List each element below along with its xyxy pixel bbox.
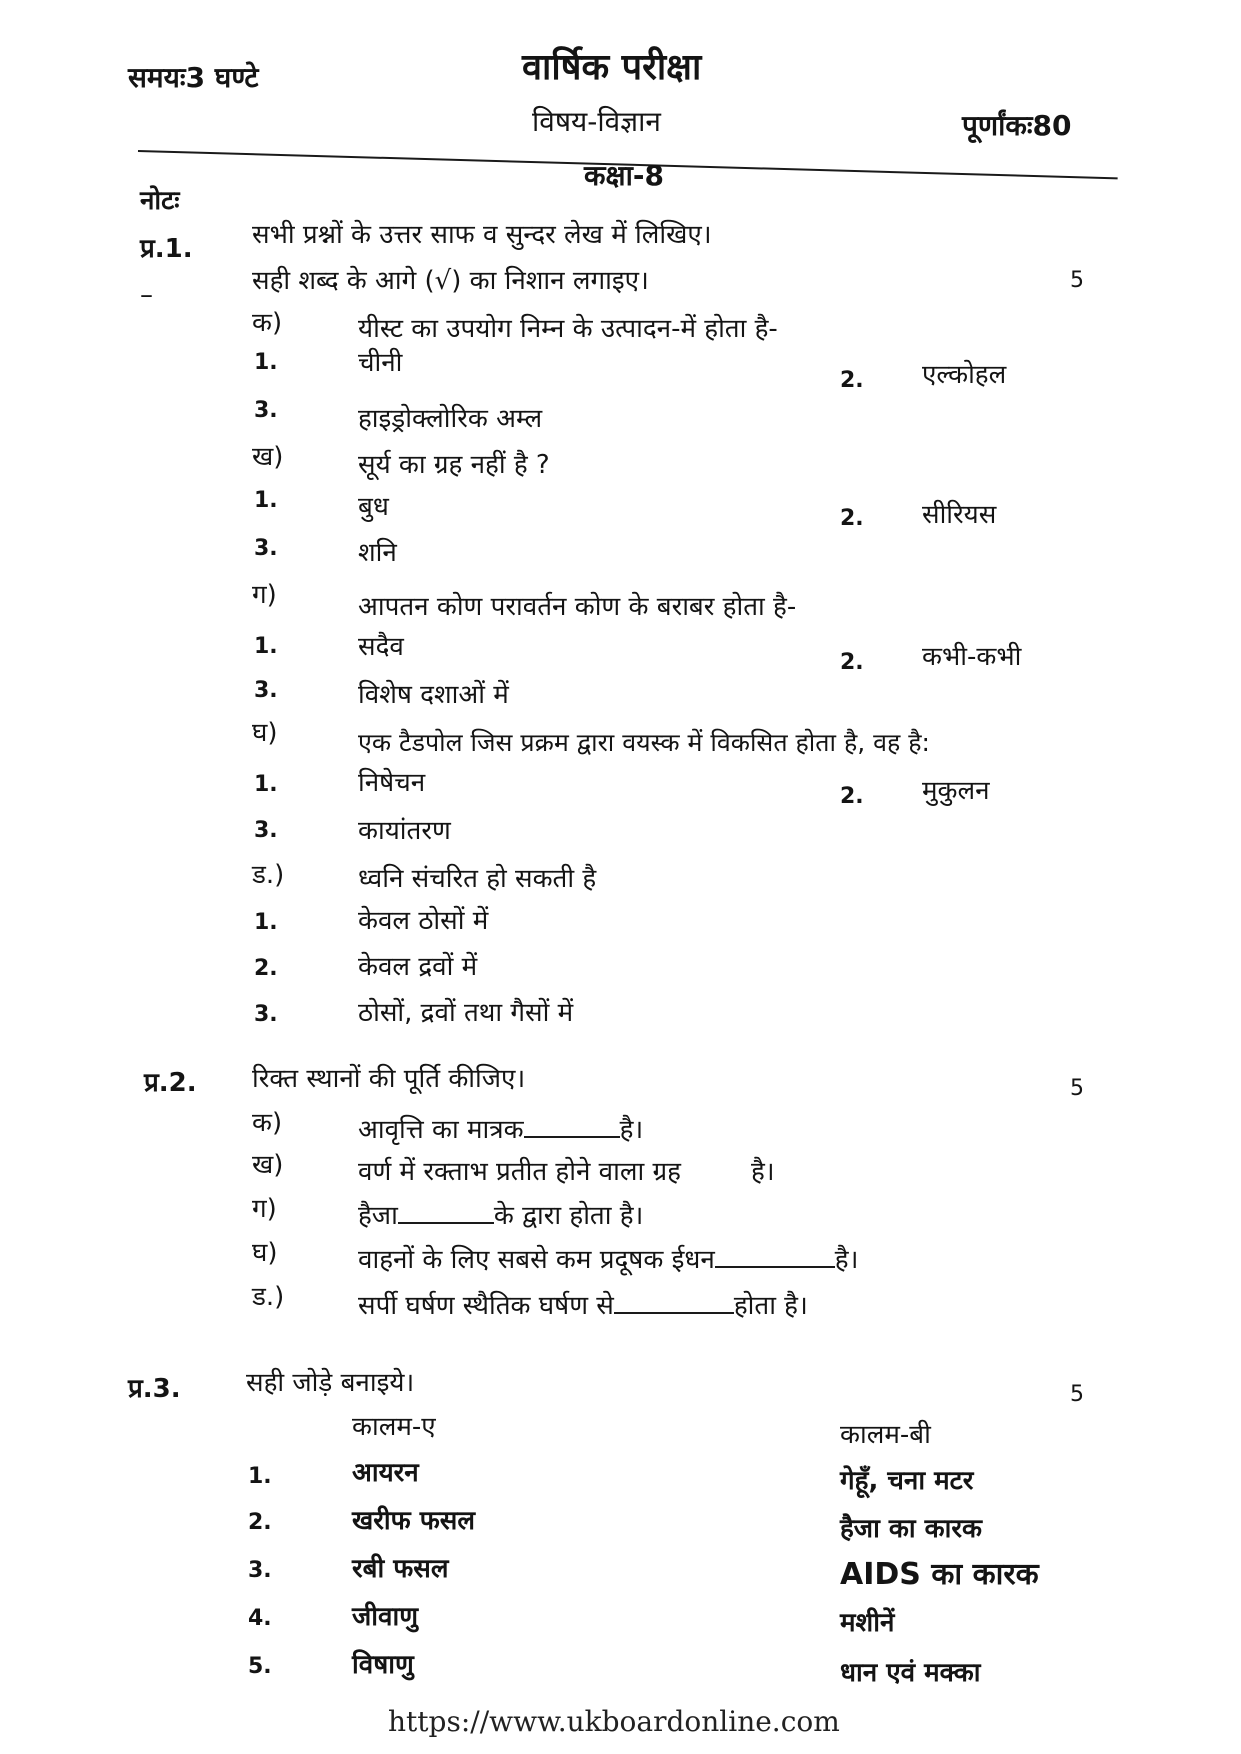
fill-blank-text: वाहनों के लिए सबसे कम प्रदूषक ईधन — [358, 1245, 715, 1275]
option-number: 3. — [254, 1002, 278, 1027]
column-a-item: जीवाणु — [352, 1602, 419, 1632]
column-b-item: गेहूँ, चना मटर — [840, 1466, 974, 1496]
fill-blank-text: सर्पी घर्षण स्थैतिक घर्षण से — [358, 1291, 614, 1321]
fill-blank-line — [358, 1244, 858, 1273]
option-text: बुध — [358, 492, 389, 522]
answer-blank[interactable] — [681, 1158, 751, 1180]
fill-blank-suffix: होता है। — [733, 1291, 808, 1321]
option-number: 3. — [254, 398, 278, 423]
sub-question-label: घ) — [252, 718, 278, 748]
option-text: मुकुलन — [922, 776, 990, 806]
option-number: 3. — [254, 818, 278, 843]
option-text: विशेष दशाओं में — [358, 680, 509, 710]
sub-question-label: ग) — [252, 580, 277, 610]
maximum-marks: पूर्णांकः80 — [962, 109, 1072, 142]
fill-blank-text: आवृत्ति का मात्रक — [358, 1115, 524, 1145]
option-number: 1. — [254, 488, 278, 513]
question-instruction: रिक्त स्थानों की पूर्ति कीजिए। — [252, 1064, 526, 1094]
fill-blank-suffix: है। — [750, 1157, 775, 1187]
fill-blank-suffix: के द्वारा होता है। — [493, 1201, 644, 1231]
answer-blank[interactable] — [524, 1114, 620, 1138]
question-marks: 5 — [1070, 1076, 1084, 1101]
question-number: प्र.2. — [144, 1068, 197, 1098]
question-marks: 5 — [1070, 1382, 1084, 1407]
sub-question-text: ध्वनि संचरित हो सकती है — [358, 864, 597, 894]
match-row-number: 1. — [248, 1464, 272, 1489]
option-number: 2. — [840, 784, 864, 809]
column-a-item: रबी फसल — [352, 1554, 449, 1584]
question-number: प्र.3. — [128, 1374, 181, 1404]
option-text: केवल द्रवों में — [358, 952, 478, 982]
column-b-item: धान एवं मक्का — [840, 1658, 981, 1688]
fill-blank-suffix: है। — [834, 1245, 859, 1275]
column-b-item: हैजा का कारक — [840, 1514, 982, 1544]
option-text: शनि — [358, 538, 397, 568]
option-number: 2. — [840, 650, 864, 675]
option-text: कायांतरण — [358, 816, 451, 846]
note-label: नोटः — [140, 186, 180, 216]
option-number: 1. — [254, 910, 278, 935]
sub-question-text: सूर्य का ग्रह नहीं है ? — [358, 450, 550, 480]
exam-title: वार्षिक परीक्षा — [522, 47, 702, 88]
fill-blank-line — [358, 1200, 643, 1229]
match-row-number: 3. — [248, 1558, 272, 1583]
option-text: केवल ठोसों में — [358, 906, 489, 936]
answer-blank[interactable] — [715, 1244, 835, 1268]
column-a-item: विषाणु — [352, 1650, 414, 1680]
fill-blank-suffix: है। — [619, 1115, 644, 1145]
option-number: 2. — [840, 368, 864, 393]
match-row-number: 2. — [248, 1510, 272, 1535]
option-text: कभी-कभी — [922, 642, 1022, 672]
sub-question-label: ड.) — [252, 860, 285, 890]
option-number: 2. — [254, 956, 278, 981]
sub-question-label: ग) — [252, 1194, 277, 1224]
option-text: निषेचन — [358, 768, 426, 798]
fill-blank-text: वर्ण में रक्ताभ प्रतीत होने वाला ग्रह — [358, 1157, 681, 1187]
match-row-number: 4. — [248, 1606, 272, 1631]
answer-blank[interactable] — [614, 1290, 734, 1314]
sub-question-label: ड.) — [252, 1282, 285, 1312]
fill-blank-line — [358, 1158, 775, 1185]
option-number: 1. — [254, 350, 278, 375]
fill-blank-text: हैजा — [358, 1201, 398, 1231]
column-b-heading: कालम-बी — [840, 1420, 931, 1450]
question-number: प्र.1. — [140, 234, 193, 264]
answer-blank[interactable] — [398, 1200, 494, 1224]
option-number: 2. — [840, 506, 864, 531]
sub-question-label: क) — [252, 1108, 283, 1138]
exam-class: कक्षा-8 — [584, 159, 664, 192]
note-text: सभी प्रश्नों के उत्तर साफ व सुन्दर लेख में लिखिए। — [252, 220, 712, 250]
sub-question-text: एक टैडपोल जिस प्रक्रम द्वारा वयस्क में विकसित होता है, वह है: — [358, 728, 930, 757]
sub-question-label: ख) — [252, 442, 284, 472]
sub-question-label: ख) — [252, 1150, 284, 1180]
sub-question-label: घ) — [252, 1238, 278, 1268]
column-b-item: मशीनें — [840, 1608, 895, 1638]
sub-question-text: आपतन कोण परावर्तन कोण के बराबर होता है- — [358, 592, 797, 622]
option-text: ठोसों, द्रवों तथा गैसों में — [358, 998, 574, 1028]
match-row-number: 5. — [248, 1654, 272, 1679]
column-a-heading: कालम-ए — [352, 1412, 436, 1442]
column-a-item: खरीफ फसल — [352, 1506, 475, 1536]
column-a-item: आयरन — [352, 1458, 419, 1488]
footer-url[interactable]: https://www.ukboardonline.com — [388, 1705, 840, 1738]
fill-blank-line — [358, 1290, 808, 1319]
question-instruction: सही शब्द के आगे (√) का निशान लगाइए। — [252, 266, 649, 296]
sub-question-text: यीस्ट का उपयोग निम्न के उत्पादन-में होता है- — [358, 314, 778, 344]
option-text: सदैव — [358, 632, 404, 662]
exam-subject: विषय-विज्ञान — [532, 105, 661, 138]
question-instruction: सही जोड़े बनाइये। — [246, 1368, 415, 1398]
option-number: 1. — [254, 772, 278, 797]
option-number: 3. — [254, 536, 278, 561]
option-number: 3. — [254, 678, 278, 703]
dash-mark: – — [140, 280, 153, 310]
option-text: एल्कोहल — [922, 360, 1007, 390]
exam-duration: समयः3 घण्टे — [128, 61, 259, 94]
option-number: 1. — [254, 634, 278, 659]
sub-question-label: क) — [252, 308, 283, 338]
option-text: चीनी — [358, 348, 403, 378]
column-b-item: AIDS का कारक — [840, 1557, 1039, 1592]
option-text: सीरियस — [922, 500, 997, 530]
fill-blank-line — [358, 1114, 643, 1143]
option-text: हाइड्रोक्लोरिक अम्ल — [358, 404, 543, 434]
question-marks: 5 — [1070, 268, 1084, 293]
